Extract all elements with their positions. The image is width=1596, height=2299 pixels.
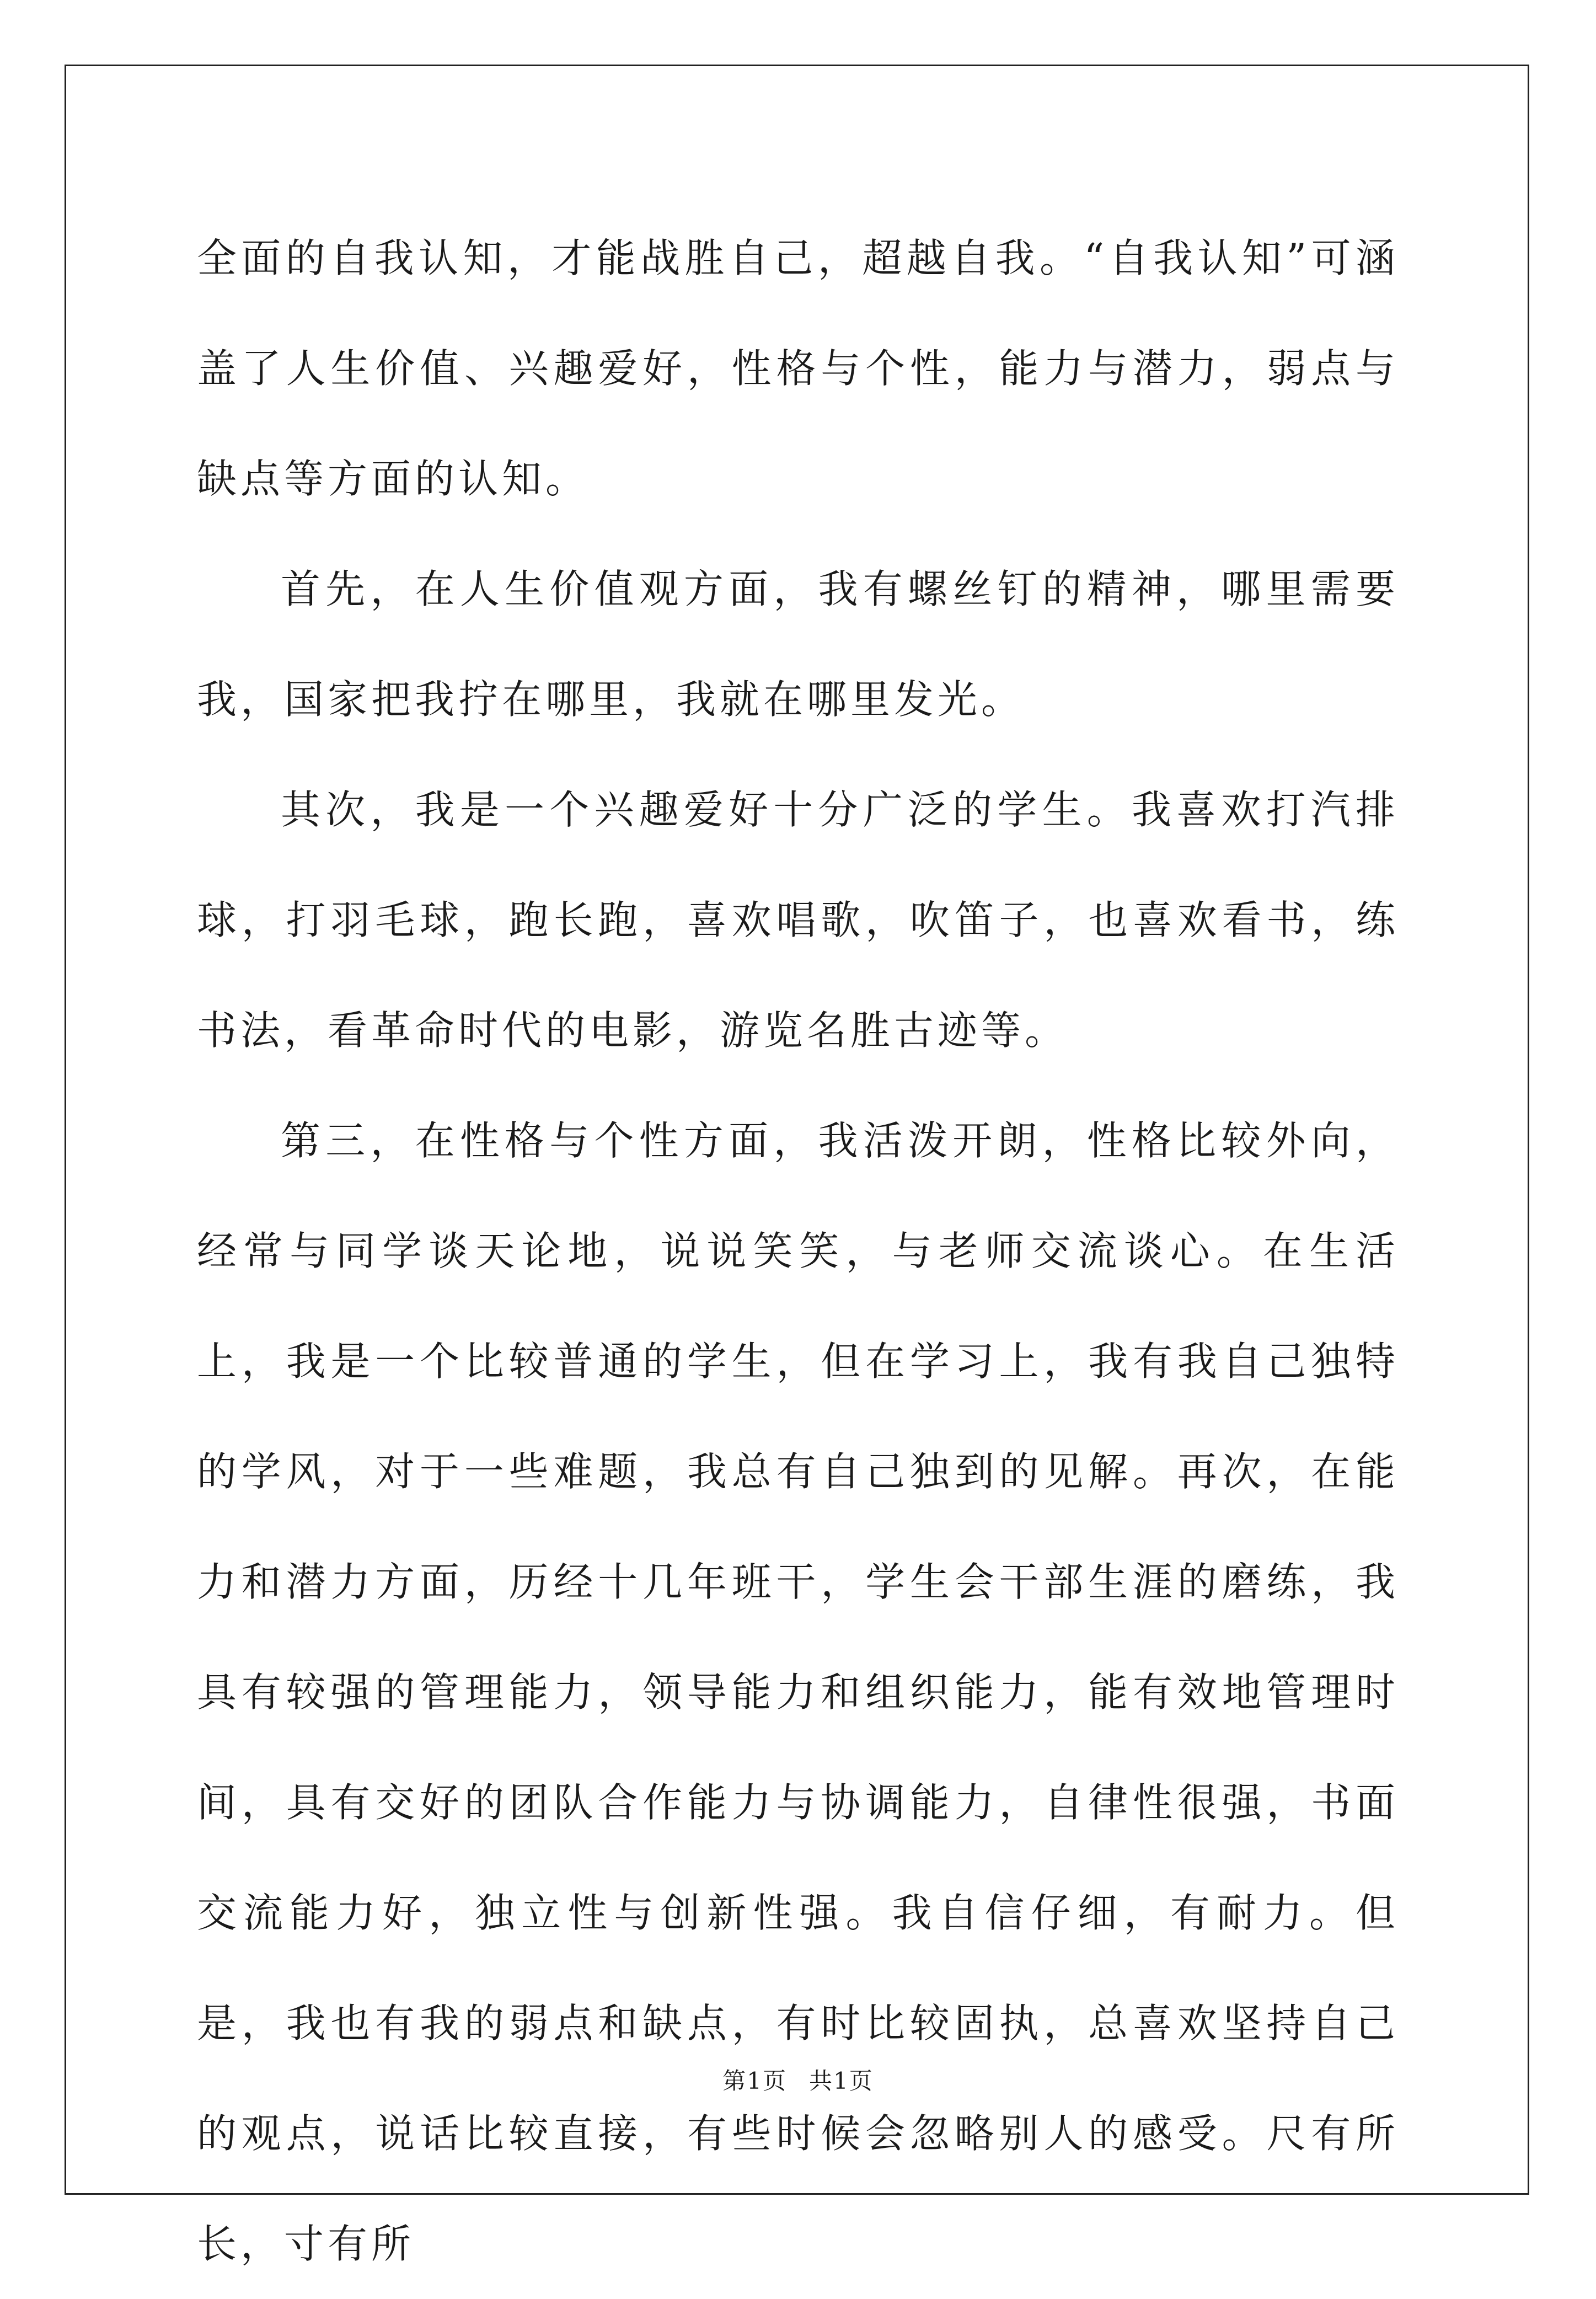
paragraph-self-awareness: 全面的自我认知，才能战胜自己，超越自我。“自我认知”可涵盖了人生价值、兴趣爱好，性格与个性，能力与潜力，弱点与缺点等方面的认知。	[197, 235, 1399, 502]
page-footer	[0, 2063, 1596, 2096]
paragraph-personality: 第三，在性格与个性方面，我活泼开朗，性格比较外向，经常与同学谈天论地，说说笑笑，与老师交流谈心。在生活上，我是一个比较普通的学生，但在学习上，我有我自己独特的学风，对于一些难题，我总有自己独到的见解。再次，在能力和潜力方面，历经十几年班干，学生会干部生涯的磨练，我具有较强的管理能力，领导能力和组织能力，能有效地管理时间，具有交好的团队合作能力与协调能力，自律性很强，书面交流能力好，独立性与创新性强。我自信仔细，有耐力。但是，我也有我的弱点和缺点，有时比较固执，总喜欢坚持自己的观点，说话比较直接，有些时候会忽略别人的感受。尺有所长，寸有所	[197, 1118, 1399, 2267]
page-number: 第1页	[722, 2067, 787, 2094]
page-total: 共1页	[809, 2067, 874, 2094]
paragraph-interests: 其次，我是一个兴趣爱好十分广泛的学生。我喜欢打汽排球，打羽毛球，跑长跑，喜欢唱歌，吹笛子，也喜欢看书，练书法，看革命时代的电影，游览名胜古迹等。	[197, 787, 1399, 1054]
paragraph-values: 首先，在人生价值观方面，我有螺丝钉的精神，哪里需要我，国家把我拧在哪里，我就在哪里发光。	[197, 566, 1399, 723]
document-body	[197, 203, 1399, 2299]
